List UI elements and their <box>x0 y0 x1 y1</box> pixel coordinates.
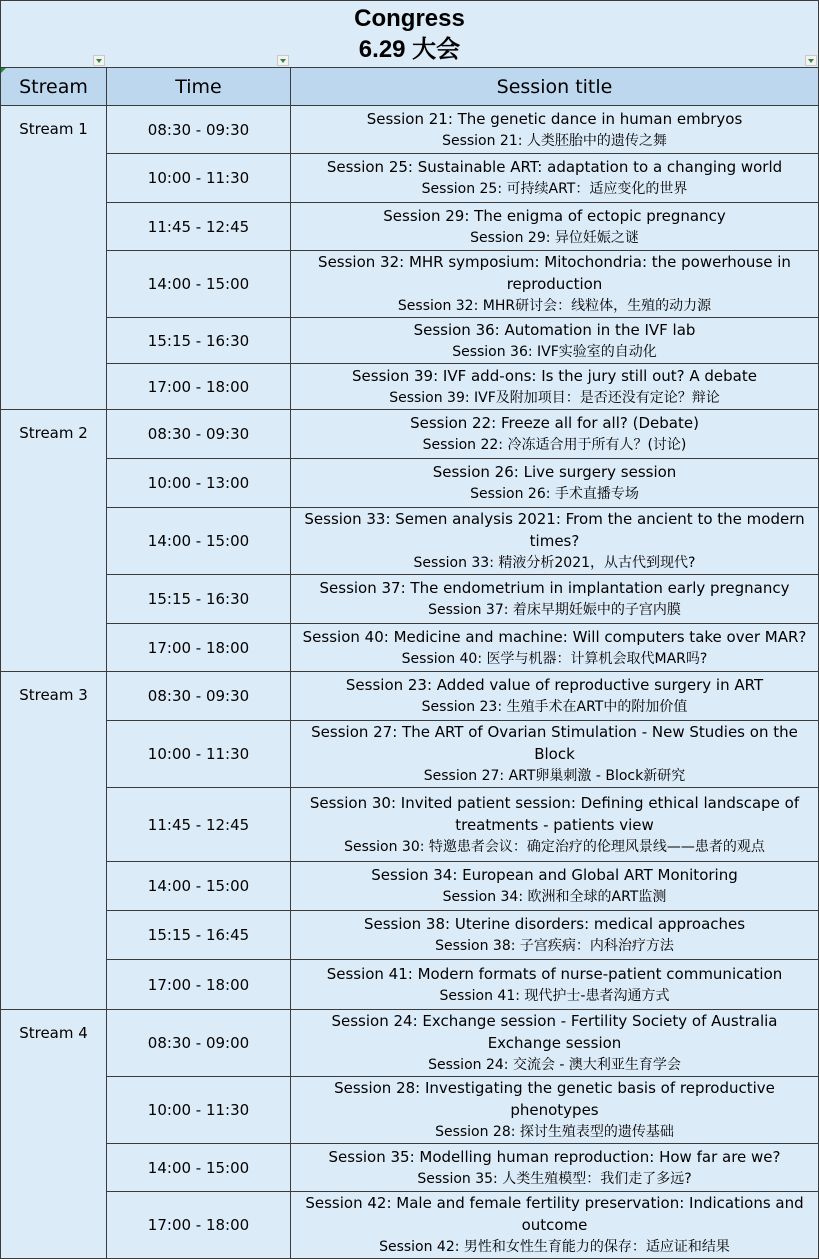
table-row <box>1 960 819 1010</box>
session-title-cn: Session 39: IVF及附加项目：是否还没有定论？辩论 <box>389 389 720 406</box>
session-title-en: Session 40: Medicine and machine: Will computers take over MAR? <box>302 627 807 646</box>
session-title-en: Session 23: Added value of reproductive surgery in ART <box>345 676 764 694</box>
time-cell[interactable]: 08:30 - 09:30 <box>107 672 291 721</box>
session-title-en: Session 30: Invited patient session: Defining ethical landscape of treatments - patients view <box>309 793 800 834</box>
table-row <box>1 364 819 410</box>
table-row <box>1 154 819 203</box>
session-cell[interactable] <box>291 862 819 911</box>
session-cell[interactable] <box>291 1192 819 1259</box>
table-row <box>1 1077 819 1144</box>
session-cell[interactable] <box>291 1077 819 1144</box>
session-title-en: Session 35: Modelling human reproduction: How far are we? <box>328 1147 781 1166</box>
time-cell[interactable]: 14:00 - 15:00 <box>107 1144 291 1192</box>
sheet-subtitle: 6.29 大会 <box>358 36 461 63</box>
table-row <box>1 575 819 624</box>
session-title-en: Session 38: Uterine disorders: medical approaches <box>363 915 746 933</box>
session-cell[interactable] <box>291 721 819 788</box>
time-cell[interactable]: 08:30 - 09:30 <box>107 410 291 459</box>
session-title-cn: Session 36: IVF实验室的自动化 <box>452 343 657 360</box>
session-title-en: Session 24: Exchange session - Fertility Society of Australia Exchange session <box>331 1012 778 1052</box>
stream-cell[interactable]: Stream 3 <box>1 672 107 1010</box>
table-row <box>1 1144 819 1192</box>
time-cell[interactable]: 08:30 - 09:30 <box>107 106 291 154</box>
cell-note-indicator-icon <box>1 68 6 73</box>
session-title-en: Session 39: IVF add-ons: Is the jury still out? A debate <box>352 366 757 385</box>
session-title-en: Session 34: European and Global ART Monitoring <box>371 866 738 884</box>
time-cell[interactable]: 11:45 - 12:45 <box>107 788 291 862</box>
time-cell[interactable]: 15:15 - 16:30 <box>107 575 291 624</box>
column-header-session[interactable]: Session title <box>291 68 819 106</box>
time-cell[interactable]: 14:00 - 15:00 <box>107 862 291 911</box>
session-title-cn: Session 28: 探讨生殖表型的遗传基础 <box>435 1124 674 1140</box>
session-title-en: Session 36: Automation in the IVF lab <box>413 320 696 339</box>
stream-cell[interactable]: Stream 2 <box>1 410 107 672</box>
time-cell[interactable]: 17:00 - 18:00 <box>107 364 291 410</box>
session-title-en: Session 42: Male and female fertility preservation: Indications and outcome <box>305 1194 804 1234</box>
stream-cell[interactable]: Stream 1 <box>1 106 107 410</box>
session-title-cn: Session 22: 冷冻适合用于所有人？(讨论) <box>422 437 687 453</box>
session-title-en: Session 25: Sustainable ART: adaptation to a changing world <box>326 158 783 176</box>
session-cell[interactable] <box>291 508 819 575</box>
table-row <box>1 624 819 672</box>
table-row <box>1 911 819 960</box>
session-cell[interactable] <box>291 459 819 508</box>
table-row <box>1 1192 819 1259</box>
table-row <box>1 672 819 721</box>
header-row <box>1 68 819 106</box>
column-header-stream[interactable]: Stream <box>1 68 107 106</box>
table-row <box>1 318 819 364</box>
session-title-cn: Session 21: 人类胚胎中的遗传之舞 <box>442 132 667 149</box>
filter-dropdown-icon[interactable] <box>805 55 817 66</box>
table-row <box>1 788 819 862</box>
time-cell[interactable]: 11:45 - 12:45 <box>107 203 291 251</box>
session-cell[interactable] <box>291 410 819 459</box>
session-cell[interactable] <box>291 672 819 721</box>
session-title-cn: Session 25: 可持续ART：适应变化的世界 <box>421 181 688 197</box>
session-cell[interactable] <box>291 624 819 672</box>
time-cell[interactable]: 10:00 - 11:30 <box>107 721 291 788</box>
session-cell[interactable] <box>291 911 819 960</box>
time-cell[interactable]: 17:00 - 18:00 <box>107 960 291 1010</box>
table-row <box>1 508 819 575</box>
session-title-cn: Session 29: 异位妊娠之谜 <box>470 229 639 246</box>
title-cell[interactable] <box>1 1 819 68</box>
session-cell[interactable] <box>291 318 819 364</box>
session-title-en: Session 28: Investigating the genetic basis of reproductive phenotypes <box>334 1079 775 1119</box>
session-title-cn: Session 27: ART卵巢刺激 - Block新研究 <box>423 768 686 784</box>
time-cell[interactable]: 15:15 - 16:30 <box>107 318 291 364</box>
session-title-en: Session 26: Live surgery session <box>432 463 677 481</box>
session-title-cn: Session 37: 着床早期妊娠中的子宫内膜 <box>428 602 681 618</box>
session-cell[interactable] <box>291 960 819 1010</box>
time-cell[interactable]: 08:30 - 09:00 <box>107 1010 291 1077</box>
session-title-cn: Session 35: 人类生殖模型：我们走了多远? <box>417 1170 692 1187</box>
session-title-cn: Session 24: 交流会 - 澳大利亚生育学会 <box>428 1057 681 1073</box>
session-title-en: Session 32: MHR symposium: Mitochondria: the powerhouse in reproduction <box>318 253 791 293</box>
session-title-cn: Session 41: 现代护士-患者沟通方式 <box>439 987 670 1004</box>
session-cell[interactable] <box>291 154 819 203</box>
session-cell[interactable] <box>291 1010 819 1077</box>
time-cell[interactable]: 10:00 - 11:30 <box>107 154 291 203</box>
session-title-cn: Session 33: 精液分析2021，从古代到现代? <box>413 555 696 571</box>
table-row <box>1 1010 819 1077</box>
session-cell[interactable] <box>291 788 819 862</box>
table-row <box>1 410 819 459</box>
stream-cell[interactable]: Stream 4 <box>1 1010 107 1259</box>
session-cell[interactable] <box>291 106 819 154</box>
session-title-en: Session 21: The genetic dance in human embryos <box>366 109 743 128</box>
time-cell[interactable]: 14:00 - 15:00 <box>107 508 291 575</box>
session-cell[interactable] <box>291 364 819 410</box>
time-cell[interactable]: 15:15 - 16:45 <box>107 911 291 960</box>
time-cell[interactable]: 17:00 - 18:00 <box>107 624 291 672</box>
session-title-cn: Session 23: 生殖手术在ART中的附加价值 <box>421 699 688 715</box>
table-row <box>1 459 819 508</box>
filter-dropdown-icon[interactable] <box>277 55 289 66</box>
sheet-title: Congress <box>354 5 465 32</box>
session-title-cn: Session 30: 特邀患者会议：确定治疗的伦理风景线——患者的观点 <box>344 838 765 855</box>
time-cell[interactable]: 17:00 - 18:00 <box>107 1192 291 1259</box>
session-title-cn: Session 42: 男性和女性生育能力的保存：适应证和结果 <box>379 1239 730 1255</box>
table-row <box>1 106 819 154</box>
session-title-cn: Session 38: 子宫疾病：内科治疗方法 <box>435 938 674 954</box>
session-title-en: Session 41: Modern formats of nurse-patient communication <box>326 964 783 983</box>
session-cell[interactable] <box>291 575 819 624</box>
session-title-en: Session 33: Semen analysis 2021: From the ancient to the modern times? <box>304 510 805 550</box>
session-title-cn: Session 32: MHR研讨会：线粒体，生殖的动力源 <box>397 298 712 314</box>
session-title-en: Session 29: The enigma of ectopic pregnancy <box>383 206 726 225</box>
time-cell[interactable]: 14:00 - 15:00 <box>107 251 291 318</box>
session-cell[interactable] <box>291 251 819 318</box>
column-header-time[interactable]: Time <box>107 68 291 106</box>
time-cell[interactable]: 10:00 - 11:30 <box>107 1077 291 1144</box>
session-title-en: Session 37: The endometrium in implantation early pregnancy <box>319 579 790 597</box>
session-cell[interactable] <box>291 1144 819 1192</box>
table-row <box>1 862 819 911</box>
session-title-cn: Session 40: 医学与机器：计算机会取代MAR吗? <box>401 650 708 667</box>
session-title-en: Session 27: The ART of Ovarian Stimulation - New Studies on the Block <box>311 723 798 763</box>
session-cell[interactable] <box>291 203 819 251</box>
table-row <box>1 251 819 318</box>
session-title-en: Session 22: Freeze all for all? (Debate) <box>410 414 699 432</box>
table-row <box>1 203 819 251</box>
table-row <box>1 721 819 788</box>
session-title-cn: Session 26: 手术直播专场 <box>470 486 639 502</box>
session-title-cn: Session 34: 欧洲和全球的ART监测 <box>442 889 667 905</box>
filter-dropdown-icon[interactable] <box>93 55 105 66</box>
time-cell[interactable]: 10:00 - 13:00 <box>107 459 291 508</box>
